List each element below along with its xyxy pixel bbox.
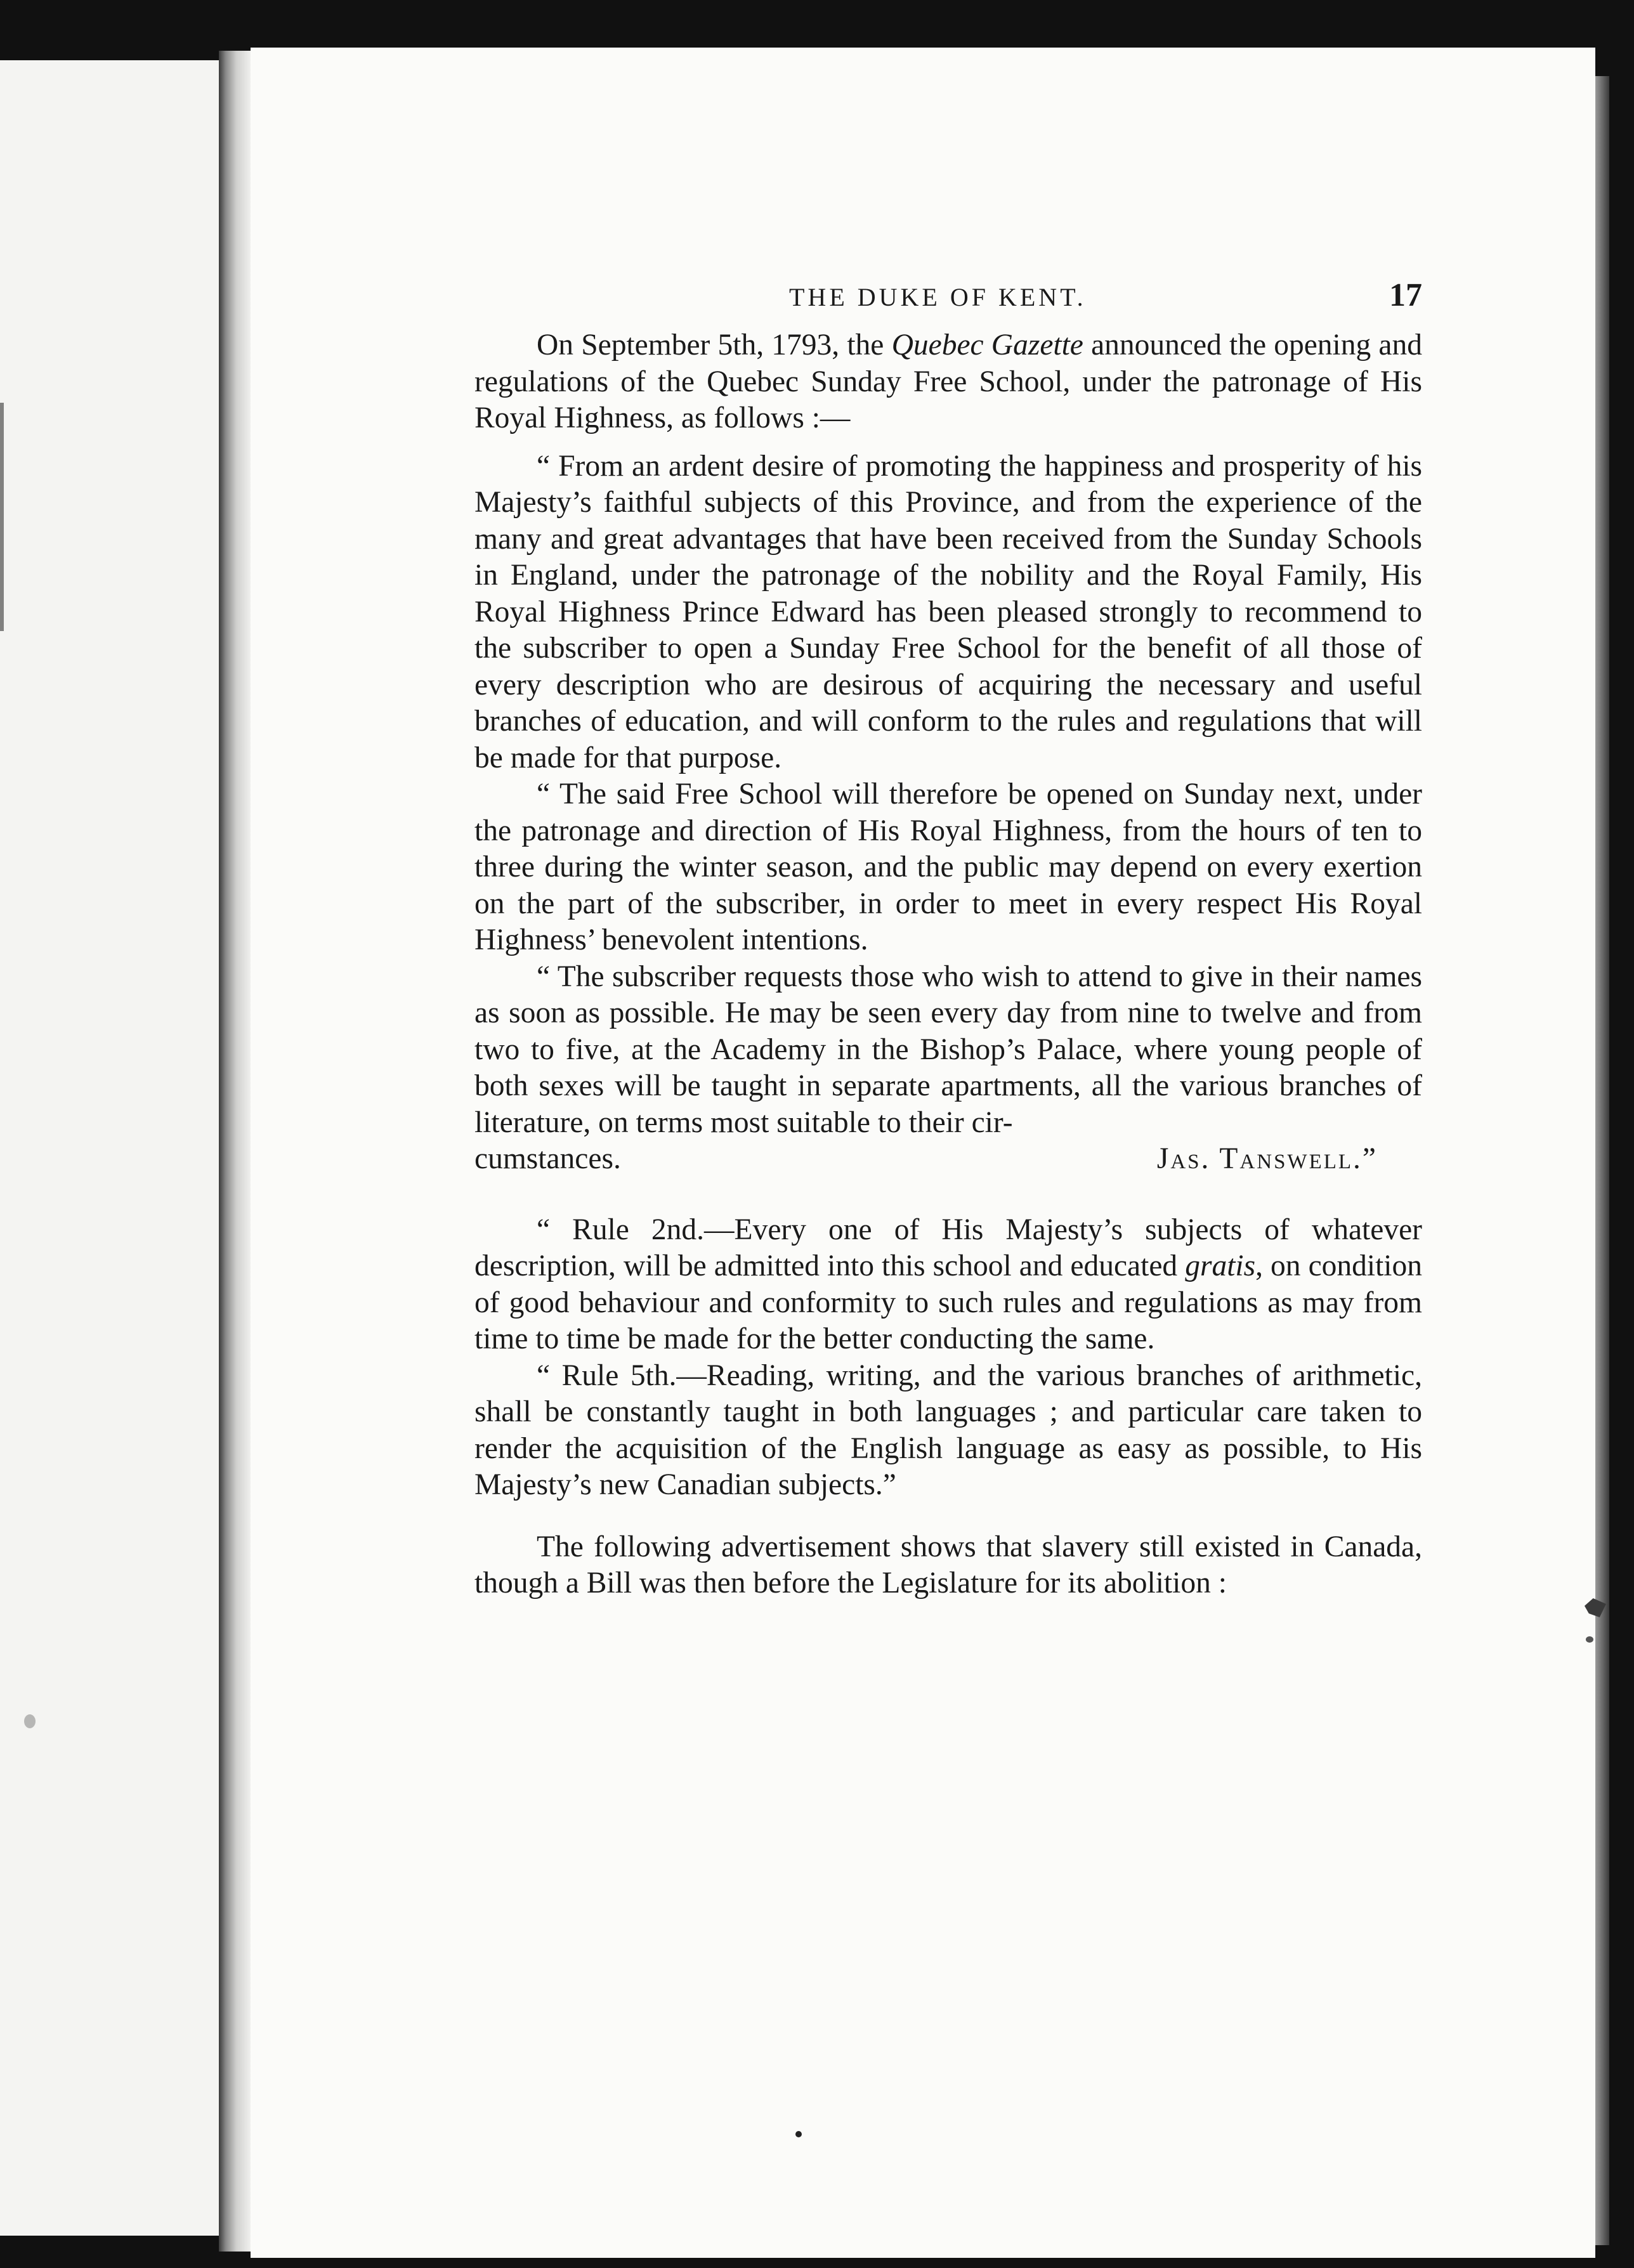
stray-ink-dot <box>1586 1636 1593 1643</box>
paragraph-slavery-advertisement: The following advertisement shows that slavery still existed in Canada, though a Bill was then before the Legislature for its abolition : <box>474 1530 1422 1600</box>
newspaper-title: Quebec Gazette <box>891 329 1083 362</box>
left-edge-marks <box>0 403 13 631</box>
left-page-margin <box>0 60 219 2236</box>
paragraph-quote-subscriber: “ The subscriber requests those who wish to attend to give in their names as soon as possible. He may be seen every day from nine to twelve and from two to five, at the Academy in the Bishop’s Palace, where young people of both sexes will be taught in separate apartments, all the various branches of literature, on terms most suitable to their cir- <box>474 960 1422 1139</box>
ink-smudge <box>24 1714 36 1728</box>
signature-line <box>474 1141 1422 1178</box>
running-head-title: THE DUKE OF KENT. <box>789 283 1087 311</box>
italic-word: gratis <box>1185 1249 1256 1282</box>
book-spine-gutter <box>219 51 251 2252</box>
paragraph-quote-opening: “ The said Free School will therefore be opened on Sunday next, under the patronage and direction of His Royal Highness, from the hours of ten to three during the winter season, and the public may depend on every exertion on the part of the subscriber, in order to meet in every respect His Royal Highness’ benevolent intentions. <box>474 778 1422 956</box>
running-head <box>474 277 1422 327</box>
signature-line-text: cumstances. <box>474 1142 621 1175</box>
page-number: 17 <box>1389 277 1422 313</box>
page-text <box>474 277 1422 1602</box>
signature-name: Jas. Tanswell.” <box>1156 1142 1378 1175</box>
paragraph-gazette-intro <box>474 327 1422 437</box>
paragraph-text: On September 5th, 1793, the <box>537 329 892 362</box>
page-edge-shadow <box>1595 76 1609 2245</box>
paragraph-rule-2nd <box>474 1212 1422 1358</box>
footer-dot <box>795 2131 802 2137</box>
paragraph-quote-desire: “ From an ardent desire of promoting the happiness and prosperity of his Majesty’s faithful subjects of this Province, and from the experience of the many and great advantages that have been received from the Sunday Schools in England, under the patronage of the nobility and the Royal Family, His Royal Highness Prince Edward has been pleased strongly to recommend to the subscriber to open a Sunday Free School for the benefit of all those of every description who are desirous of acquiring the necessary and useful branches of education, and will conform to the rules and regulations that will be made for that purpose. <box>474 449 1422 774</box>
paragraph-rule-5th: “ Rule 5th.—Reading, writing, and the various branches of arithmetic, shall be constantly taught in both languages ; and particular care taken to render the acquisition of the English language as easy as possible, to His Majesty’s new Canadian subjects.” <box>474 1359 1422 1501</box>
paragraph-text: , on condition of good behaviour and conformity to such rules and regulations as may from time to time be made for the better conducting the same. <box>474 1249 1422 1355</box>
paragraph-text: announced the opening and regulations of the Quebec Sunday Free School, under the patronage of His Royal Highness, as follows :— <box>474 329 1422 434</box>
paragraph-text: “ Rule 2nd.—Every one of His Majesty’s subjects of whatever description, will be admitted into this school and educated <box>474 1213 1422 1282</box>
